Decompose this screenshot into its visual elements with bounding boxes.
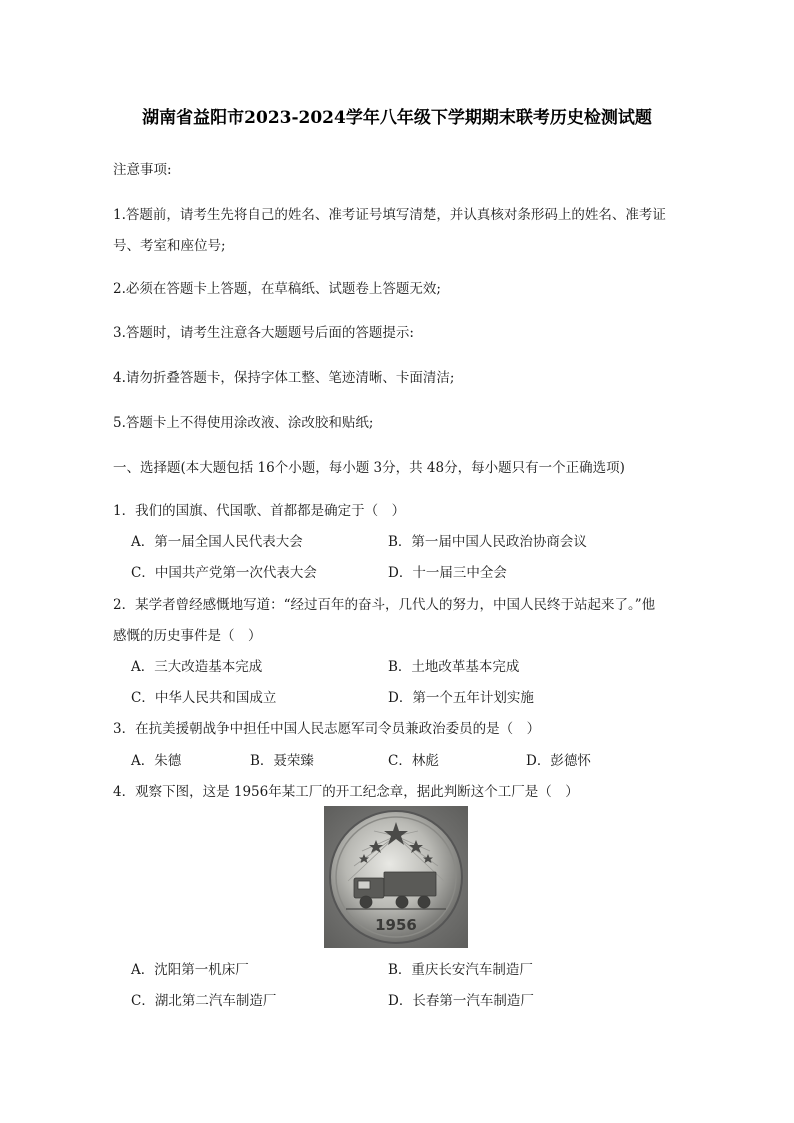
question-3-option-b: B．聂荣臻 — [250, 753, 314, 769]
page-title: 湖南省益阳市2023-2024学年八年级下学期期末联考历史检测试题 — [142, 108, 652, 128]
question-2-stem-cont: 感慨的历史事件是（ ） — [113, 628, 262, 644]
commemorative-badge-image — [324, 806, 468, 948]
question-4-option-d: D．长春第一汽车制造厂 — [388, 993, 534, 1009]
section-heading: 一、选择题(本大题包括 16个小题，每小题 3分，共 48分，每小题只有一个正确选项) — [113, 460, 625, 476]
question-3-option-c: C．林彪 — [388, 753, 439, 769]
question-2-stem: 2．某学者曾经感慨地写道：“经过百年的奋斗，几代人的努力，中国人民终于站起来了。”他 — [113, 597, 656, 613]
notice-item-1: 1.答题前，请考生先将自己的姓名、准考证号填写清楚，并认真核对条形码上的姓名、准考证 — [113, 207, 666, 223]
question-1-option-b: B．第一届中国人民政治协商会议 — [388, 534, 587, 550]
question-2-option-d: D．第一个五年计划实施 — [388, 690, 534, 706]
question-2-option-c: C．中华人民共和国成立 — [131, 690, 277, 706]
badge-year-text: 1956 — [375, 916, 417, 934]
question-4-option-b: B．重庆长安汽车制造厂 — [388, 962, 533, 978]
question-4-option-c: C．湖北第二汽车制造厂 — [131, 993, 277, 1009]
notice-heading: 注意事项: — [113, 162, 172, 178]
notice-item-1-cont: 号、考室和座位号; — [113, 238, 226, 254]
question-3-option-a: A．朱德 — [131, 753, 182, 769]
notice-item-4: 4.请勿折叠答题卡，保持字体工整、笔迹清晰、卡面清洁; — [113, 370, 455, 386]
question-1-stem: 1．我们的国旗、代国歌、首都都是确定于（ ） — [113, 503, 406, 519]
question-3-option-d: D．彭德怀 — [526, 753, 591, 769]
question-3-stem: 3．在抗美援朝战争中担任中国人民志愿军司令员兼政治委员的是（ ） — [113, 721, 541, 737]
question-2-option-b: B．土地改革基本完成 — [388, 659, 520, 675]
notice-item-3: 3.答题时，请考生注意各大题题号后面的答题提示: — [113, 325, 414, 341]
notice-item-2: 2.必须在答题卡上答题，在草稿纸、试题卷上答题无效; — [113, 281, 441, 297]
question-4-option-a: A．沈阳第一机床厂 — [131, 962, 249, 978]
question-4-stem: 4．观察下图，这是 1956年某工厂的开工纪念章，据此判断这个工厂是（ ） — [113, 784, 579, 800]
notice-item-5: 5.答题卡上不得使用涂改液、涂改胶和贴纸; — [113, 415, 374, 431]
question-2-option-a: A．三大改造基本完成 — [131, 659, 263, 675]
question-1-option-d: D．十一届三中全会 — [388, 565, 507, 581]
question-1-option-c: C．中国共产党第一次代表大会 — [131, 565, 317, 581]
question-1-option-a: A．第一届全国人民代表大会 — [131, 534, 303, 550]
